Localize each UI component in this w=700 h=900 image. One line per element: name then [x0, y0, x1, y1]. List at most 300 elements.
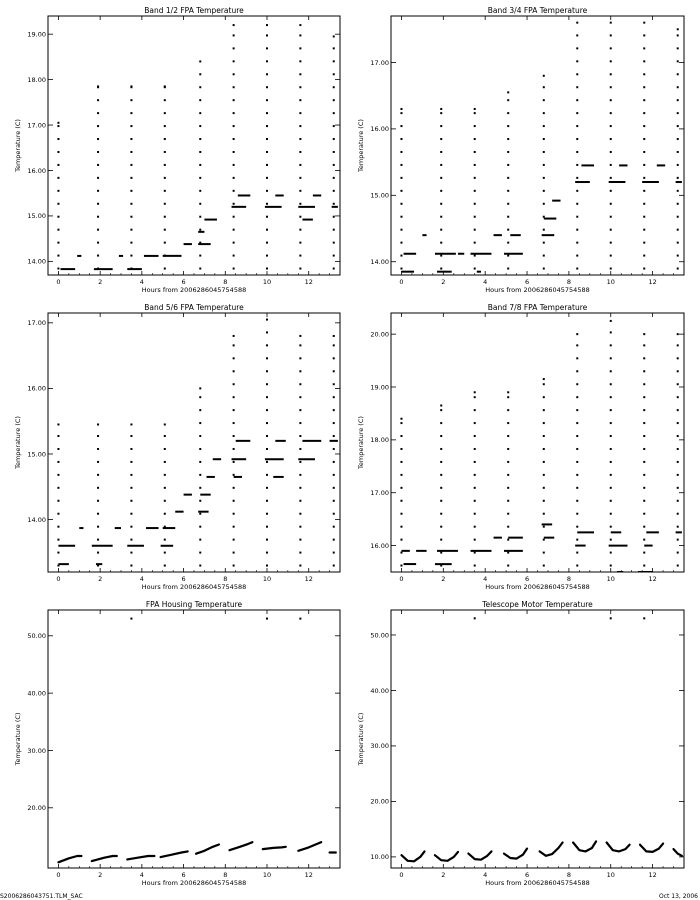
data-point: [643, 396, 645, 398]
x-tick-label: 10: [262, 278, 272, 286]
data-point: [57, 539, 59, 541]
data-point: [643, 138, 645, 140]
data-point: [576, 177, 578, 179]
data-point: [400, 565, 402, 567]
data-point: [299, 370, 301, 372]
data-point: [474, 409, 476, 411]
data-point: [233, 99, 235, 101]
x-tick-label: 6: [524, 575, 530, 583]
data-point: [164, 177, 166, 179]
data-point: [474, 268, 476, 270]
data-point: [299, 73, 301, 75]
data-point: [643, 422, 645, 424]
data-point: [233, 190, 235, 192]
data-point: [266, 112, 268, 114]
data-point: [130, 203, 132, 205]
data-point: [130, 216, 132, 218]
data-point: [643, 255, 645, 257]
data-point: [266, 409, 268, 411]
x-tick-label: 0: [399, 575, 404, 583]
data-point: [677, 216, 679, 218]
data-point: [576, 203, 578, 205]
data-point: [576, 461, 578, 463]
data-point: [474, 125, 476, 127]
data-point: [610, 617, 612, 619]
data-point: [543, 151, 545, 153]
data-point: [576, 357, 578, 359]
data-point: [643, 164, 645, 166]
data-point: [97, 487, 99, 489]
spike-column: [333, 35, 335, 269]
data-point: [474, 565, 476, 567]
data-point: [266, 513, 268, 515]
data-point: [233, 500, 235, 502]
data-point: [576, 151, 578, 153]
y-axis-label: Temperature (C): [357, 119, 365, 172]
data-point: [333, 177, 335, 179]
data-point: [299, 435, 301, 437]
data-point: [576, 242, 578, 244]
data-point: [333, 409, 335, 411]
data-point: [610, 229, 612, 231]
data-point: [233, 177, 235, 179]
chart-title: Band 1/2 FPA Temperature: [144, 6, 244, 15]
data-point: [474, 552, 476, 554]
data-point: [299, 151, 301, 153]
spike-column: [643, 22, 645, 270]
data-point: [299, 60, 301, 62]
data-point: [233, 229, 235, 231]
data-point: [677, 86, 679, 88]
data-point: [507, 552, 509, 554]
data-point: [299, 138, 301, 140]
data-point: [400, 474, 402, 476]
data-point: [57, 216, 59, 218]
data-point: [677, 255, 679, 257]
y-tick-label: 19.00: [370, 383, 389, 392]
data-point: [507, 474, 509, 476]
data-point: [677, 203, 679, 205]
data-point: [474, 229, 476, 231]
data-point: [164, 513, 166, 515]
data-point: [266, 99, 268, 101]
data-point: [677, 99, 679, 101]
data-point: [440, 268, 442, 270]
data-point: [543, 125, 545, 127]
data-point: [333, 422, 335, 424]
data-point: [299, 190, 301, 192]
data-point: [576, 500, 578, 502]
data-point: [333, 60, 335, 62]
data-point: [474, 151, 476, 153]
data-point: [610, 47, 612, 49]
data-point: [677, 333, 679, 335]
chart-title: Band 3/4 FPA Temperature: [487, 6, 588, 15]
data-point: [507, 203, 509, 205]
chart-title: FPA Housing Temperature: [145, 600, 243, 609]
data-point: [199, 513, 201, 515]
data-point: [97, 552, 99, 554]
data-point: [266, 242, 268, 244]
y-tick-label: 16.00: [27, 384, 46, 393]
data-point: [233, 164, 235, 166]
chart-panel-6: [357, 600, 684, 887]
data-point: [440, 487, 442, 489]
data-point: [97, 513, 99, 515]
data-point: [576, 138, 578, 140]
data-point: [610, 138, 612, 140]
data-point: [333, 526, 335, 528]
data-point: [643, 203, 645, 205]
data-point: [199, 125, 201, 127]
data-point: [543, 138, 545, 140]
data-point: [57, 177, 59, 179]
data-point: [97, 151, 99, 153]
data-point: [299, 164, 301, 166]
data-point: [474, 513, 476, 515]
data-trace: [468, 851, 491, 859]
x-tick-label: 2: [98, 278, 103, 286]
x-tick-label: 4: [139, 575, 144, 583]
data-point: [233, 448, 235, 450]
data-point: [333, 35, 335, 37]
data-point: [610, 320, 612, 322]
data-point: [130, 177, 132, 179]
data-point: [610, 526, 612, 528]
data-point: [233, 396, 235, 398]
data-point: [643, 474, 645, 476]
data-point: [610, 203, 612, 205]
data-point: [677, 190, 679, 192]
y-axis-label: Temperature (C): [357, 416, 365, 469]
data-point: [57, 138, 59, 140]
data-point: [299, 99, 301, 101]
data-point: [543, 409, 545, 411]
data-point: [199, 164, 201, 166]
data-point: [57, 423, 59, 425]
data-point: [576, 448, 578, 450]
data-point: [576, 190, 578, 192]
data-point: [299, 500, 301, 502]
data-point: [677, 229, 679, 231]
data-point: [199, 216, 201, 218]
data-point: [266, 34, 268, 36]
data-point: [57, 122, 59, 124]
data-point: [400, 487, 402, 489]
data-point: [266, 448, 268, 450]
x-tick-label: 12: [304, 575, 313, 583]
data-point: [57, 474, 59, 476]
data-point: [474, 487, 476, 489]
data-point: [440, 255, 442, 257]
data-point: [333, 461, 335, 463]
data-point: [233, 24, 235, 26]
data-point: [440, 229, 442, 231]
data-point: [199, 435, 201, 437]
y-tick-label: 16.00: [370, 541, 389, 550]
spike-column: [233, 335, 235, 567]
data-point: [610, 22, 612, 24]
x-tick-label: 8: [566, 278, 571, 286]
data-point: [299, 539, 301, 541]
data-point: [164, 190, 166, 192]
x-tick-label: 8: [566, 575, 571, 583]
data-point: [474, 203, 476, 205]
data-point: [440, 177, 442, 179]
data-point: [266, 24, 268, 26]
data-point: [643, 461, 645, 463]
data-point: [643, 383, 645, 385]
data-point: [199, 190, 201, 192]
data-point: [543, 396, 545, 398]
data-point: [266, 138, 268, 140]
data-point: [507, 112, 509, 114]
plot-frame: [391, 16, 684, 275]
data-point: [440, 125, 442, 127]
y-axis-label: Temperature (C): [14, 416, 22, 469]
y-tick-label: 30.00: [370, 742, 389, 751]
data-point: [610, 331, 612, 333]
chart-panel-5: [14, 600, 340, 887]
data-point: [199, 151, 201, 153]
data-point: [164, 461, 166, 463]
data-point: [233, 513, 235, 515]
data-point: [400, 151, 402, 153]
data-point: [643, 344, 645, 346]
data-point: [677, 474, 679, 476]
y-tick-label: 20.00: [27, 804, 46, 813]
data-point: [643, 513, 645, 515]
data-point: [543, 99, 545, 101]
data-point: [440, 164, 442, 166]
data-point: [199, 73, 201, 75]
data-point: [233, 552, 235, 554]
data-point: [610, 357, 612, 359]
data-point: [507, 513, 509, 515]
data-point: [543, 229, 545, 231]
x-tick-label: 8: [223, 871, 228, 879]
data-point: [643, 99, 645, 101]
spike-column: [199, 387, 201, 566]
data-point: [233, 565, 235, 567]
data-trace: [640, 844, 663, 852]
data-point: [233, 335, 235, 337]
data-point: [199, 99, 201, 101]
data-point: [576, 552, 578, 554]
data-point: [610, 268, 612, 270]
data-point: [266, 203, 268, 205]
data-point: [576, 526, 578, 528]
data-point: [299, 409, 301, 411]
x-tick-label: 4: [139, 278, 144, 286]
data-point: [164, 138, 166, 140]
data-point: [233, 526, 235, 528]
data-point: [266, 60, 268, 62]
y-tick-label: 50.00: [370, 631, 389, 640]
data-point: [440, 474, 442, 476]
data-point: [610, 474, 612, 476]
data-point: [333, 513, 335, 515]
data-point: [677, 409, 679, 411]
data-point: [610, 151, 612, 153]
data-point: [266, 474, 268, 476]
data-point: [266, 177, 268, 179]
data-point: [333, 99, 335, 101]
x-tick-label: 12: [648, 871, 657, 879]
y-tick-label: 17.00: [27, 319, 46, 328]
data-point: [97, 203, 99, 205]
data-point: [333, 73, 335, 75]
data-point: [643, 526, 645, 528]
x-tick-label: 12: [304, 278, 313, 286]
data-point: [643, 242, 645, 244]
data-point: [543, 268, 545, 270]
data-point: [199, 487, 201, 489]
data-point: [299, 125, 301, 127]
data-point: [677, 242, 679, 244]
footer-date: Oct 13, 2006: [659, 893, 698, 900]
data-point: [299, 216, 301, 218]
data-trace: [263, 847, 286, 849]
data-point: [643, 216, 645, 218]
data-point: [164, 85, 166, 87]
x-axis-label: Hours from 2006286045754588: [141, 879, 247, 887]
data-layer: [400, 320, 681, 572]
data-point: [507, 255, 509, 257]
data-point: [233, 242, 235, 244]
data-point: [643, 177, 645, 179]
data-point: [643, 409, 645, 411]
data-point: [643, 125, 645, 127]
y-tick-label: 18.00: [27, 75, 46, 84]
data-point: [507, 435, 509, 437]
data-point: [543, 513, 545, 515]
data-point: [199, 422, 201, 424]
data-point: [266, 255, 268, 257]
data-point: [97, 255, 99, 257]
x-tick-label: 6: [181, 575, 186, 583]
x-axis-label: Hours from 2006286045754588: [141, 583, 247, 591]
data-point: [400, 229, 402, 231]
data-point: [440, 500, 442, 502]
spike-column: [233, 24, 235, 269]
data-point: [164, 474, 166, 476]
data-point: [474, 190, 476, 192]
data-point: [164, 242, 166, 244]
footer-filename: S2006286043751.TLM_SAC: [0, 893, 83, 900]
data-point: [610, 86, 612, 88]
data-trace: [92, 856, 117, 861]
data-point: [333, 255, 335, 257]
data-point: [233, 125, 235, 127]
data-point: [164, 423, 166, 425]
data-point: [333, 112, 335, 114]
data-point: [677, 448, 679, 450]
data-point: [333, 125, 335, 127]
data-point: [164, 164, 166, 166]
data-point: [400, 242, 402, 244]
data-point: [130, 461, 132, 463]
data-point: [610, 344, 612, 346]
data-point: [507, 164, 509, 166]
y-tick-label: 10.00: [370, 853, 389, 862]
data-point: [677, 138, 679, 140]
data-point: [130, 448, 132, 450]
plot-frame: [48, 313, 340, 572]
y-axis-label: Temperature (C): [14, 119, 22, 172]
data-point: [507, 216, 509, 218]
data-point: [57, 435, 59, 437]
data-point: [299, 487, 301, 489]
y-tick-label: 40.00: [370, 686, 389, 695]
spike-column: [164, 85, 166, 269]
data-point: [677, 177, 679, 179]
data-point: [299, 268, 301, 270]
data-point: [57, 552, 59, 554]
data-point: [266, 319, 268, 321]
data-point: [97, 85, 99, 87]
x-tick-label: 6: [181, 278, 186, 286]
data-trace: [573, 841, 596, 851]
data-point: [610, 34, 612, 36]
data-point: [266, 383, 268, 385]
y-tick-label: 16.00: [370, 125, 389, 134]
x-tick-label: 2: [441, 575, 446, 583]
data-point: [164, 229, 166, 231]
data-point: [299, 448, 301, 450]
data-point: [643, 357, 645, 359]
data-point: [400, 255, 402, 257]
x-tick-label: 10: [262, 575, 272, 583]
data-point: [199, 112, 201, 114]
x-tick-label: 10: [606, 278, 615, 286]
data-point: [543, 242, 545, 244]
data-point: [299, 618, 301, 620]
data-point: [543, 487, 545, 489]
data-point: [199, 474, 201, 476]
data-point: [164, 203, 166, 205]
data-point: [576, 229, 578, 231]
x-tick-label: 2: [441, 278, 446, 286]
data-point: [576, 487, 578, 489]
data-point: [130, 229, 132, 231]
data-point: [610, 125, 612, 127]
data-point: [299, 565, 301, 567]
data-point: [400, 526, 402, 528]
data-point: [507, 91, 509, 93]
data-point: [299, 86, 301, 88]
spike-column: [400, 108, 402, 270]
spike-column: [299, 335, 301, 567]
y-tick-label: 15.00: [27, 212, 46, 221]
data-point: [610, 500, 612, 502]
data-point: [543, 500, 545, 502]
data-point: [333, 164, 335, 166]
data-layer: [57, 319, 337, 567]
y-tick-label: 15.00: [370, 191, 389, 200]
data-point: [610, 461, 612, 463]
x-tick-label: 10: [606, 871, 615, 879]
y-tick-label: 18.00: [370, 436, 389, 445]
data-point: [266, 487, 268, 489]
data-trace: [127, 856, 154, 859]
data-point: [474, 526, 476, 528]
data-point: [233, 461, 235, 463]
data-point: [97, 177, 99, 179]
data-point: [610, 565, 612, 567]
data-point: [199, 396, 201, 398]
data-point: [643, 565, 645, 567]
